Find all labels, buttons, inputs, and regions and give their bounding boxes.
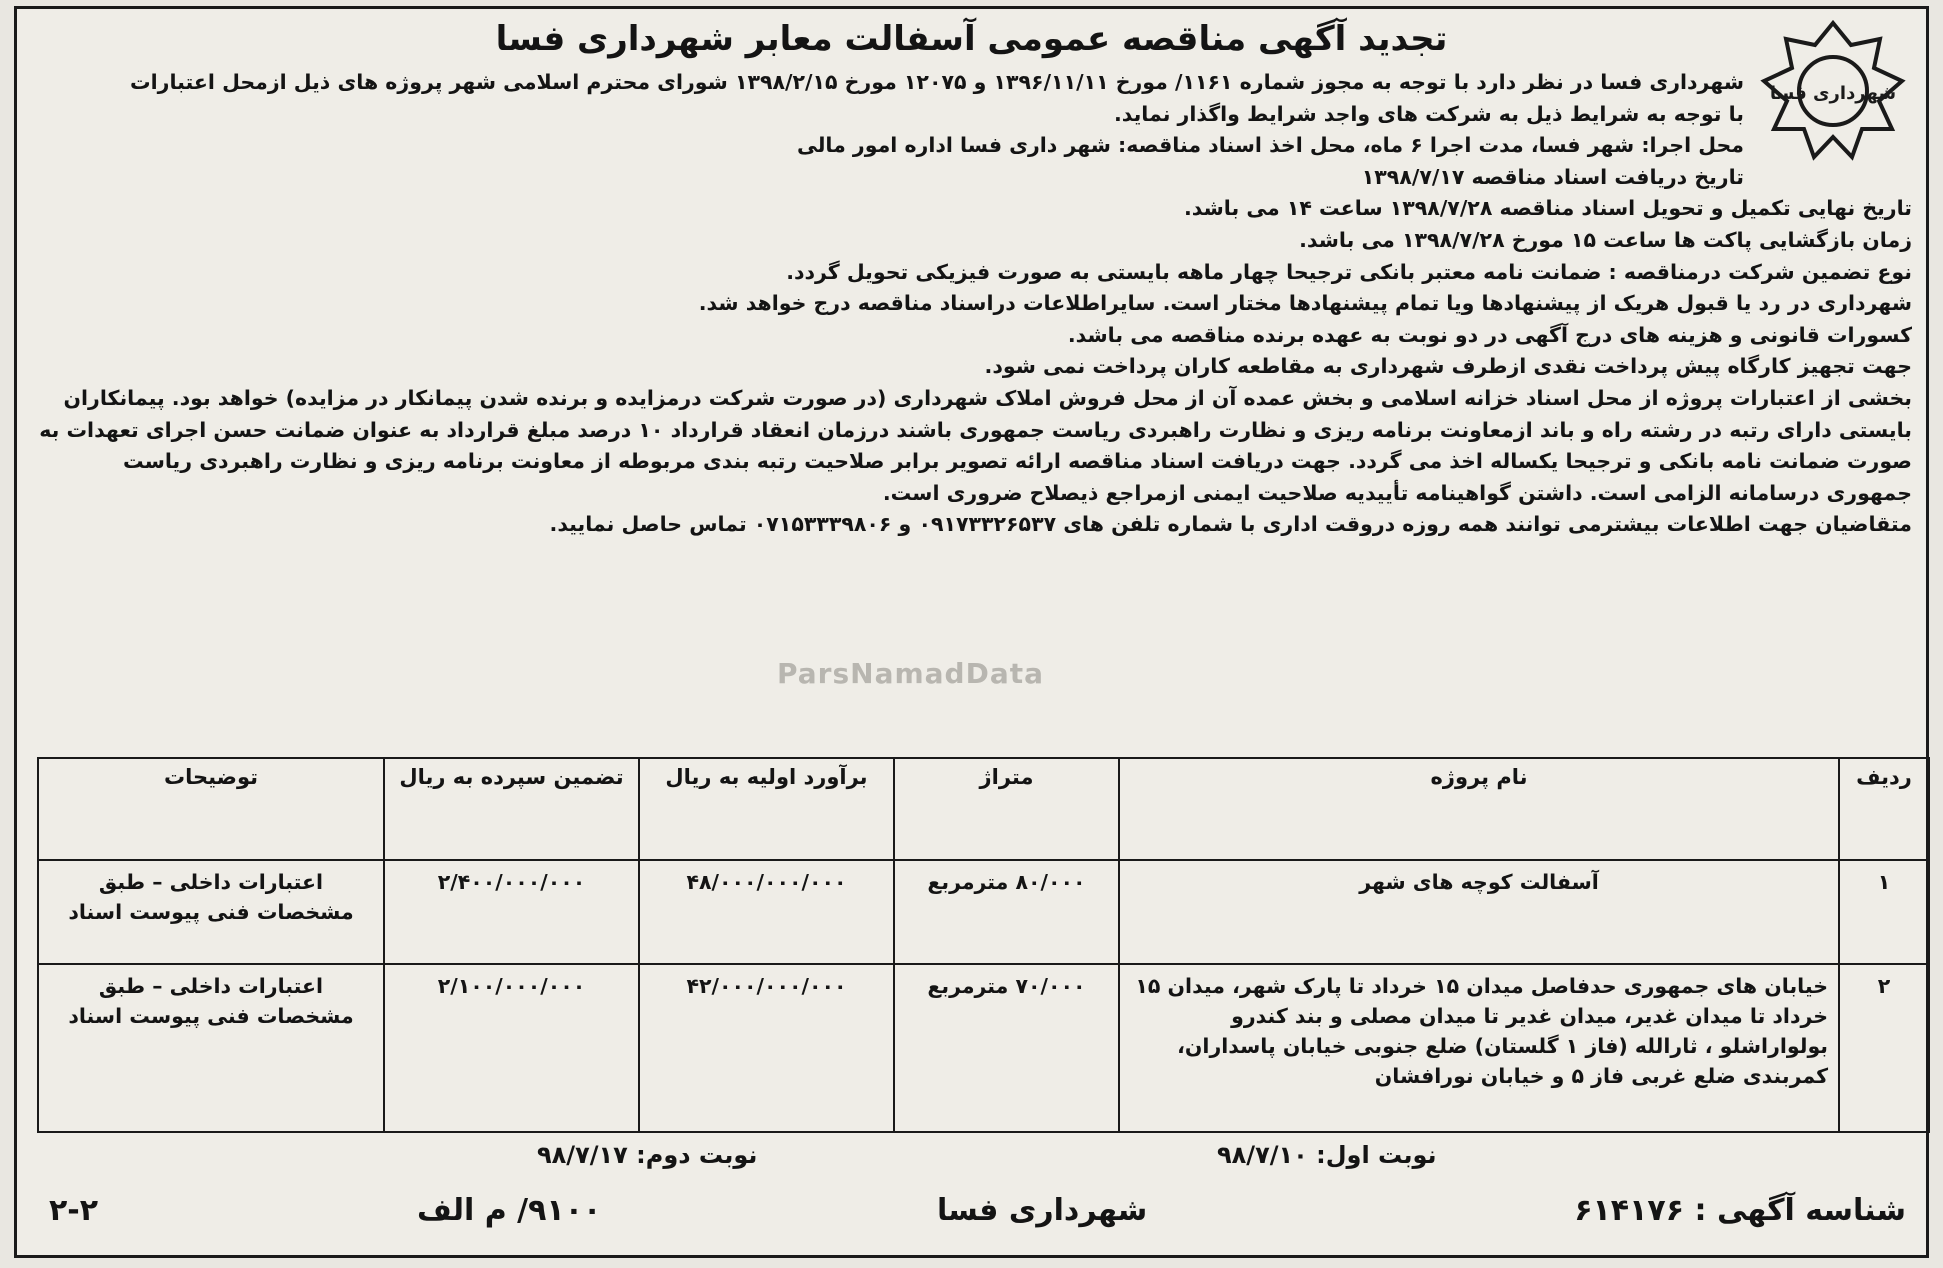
page-title: تجدید آگهی مناقصه عمومی آسفالت معابر شهرداری فسا	[495, 19, 1448, 59]
paragraph: با توجه به شرایط ذیل به شرکت های واجد شرایط واگذار نماید.	[1113, 101, 1744, 126]
paragraph: تاریخ نهایی تکمیل و تحویل اسناد مناقصه ۱۳۹۸/۷/۲۸ ساعت ۱۴ می باشد.	[1184, 196, 1912, 221]
table-header-row	[38, 758, 1929, 860]
watermark: ParsNamadData	[777, 657, 1044, 690]
paragraph: کسورات قانونی و هزینه های درج آگهی در دو نوبت به عهده برنده مناقصه می باشد.	[1067, 322, 1912, 347]
footer	[37, 1137, 1906, 1257]
paragraph: تاریخ دریافت اسناد مناقصه ۱۳۹۸/۷/۱۷	[1361, 164, 1744, 189]
paragraph: شهرداری فسا در نظر دارد با توجه به مجوز شماره ۱۱۶۱/ مورخ ۱۳۹۶/۱۱/۱۱ و ۱۲۰۷۵ مورخ ۱۳۹۸/۲/۱۵ شورای محترم اسلامی شهر پروژه های ذیل ازمحل اعتبارات	[130, 70, 1744, 94]
cell-estimate: ۴۸/۰۰۰/۰۰۰/۰۰۰	[639, 860, 894, 964]
announcement-body	[31, 67, 1912, 541]
header-deposit: تضمین سپرده به ریال	[384, 758, 639, 860]
cell-estimate: ۴۲/۰۰۰/۰۰۰/۰۰۰	[639, 964, 894, 1132]
ad-code: ۹۱۰۰/ م الف	[417, 1193, 602, 1228]
paragraph: بخشی از اعتبارات پروژه از محل اسناد خزانه اسلامی و بخش عمده آن از محل فروش املاک شهرداری (در صورت شرکت درمزایده و برنده شدن پیمانکار در مزایده) خواهد بود. پیمانکاران بایستی دارای رتبه در رشته راه و باند ازمعاونت برنامه ریزی و نظارت راهبردی ریاست جمهوری باشند درزمان انعقاد قرارداد ۱۰ درصد مبلغ قرارداد به عنوان ضمانت حسن اجرای تعهدات به صورت ضمانت نامه بانکی و ترجیحا یکساله اخذ می گردد. جهت دریافت اسناد مناقصه ارائه تصویر برابر صلاحیت رتبه بندی مربوطه از معاونت برنامه ریزی و نظارت راهبردی ریاست جمهوری درسامانه الزامی است. داشتن گواهینامه تأییدیه صلاحیت ایمنی ازمراجع ذیصلاح ضروری است.	[39, 385, 1912, 505]
header-project-name: نام پروژه	[1119, 758, 1839, 860]
issuer-name: شهرداری فسا	[937, 1193, 1148, 1228]
paragraph: جهت تجهیز کارگاه پیش پرداخت نقدی ازطرف شهرداری به مقاطعه کاران پرداخت نمی شود.	[984, 354, 1912, 379]
header-estimate: برآورد اولیه به ریال	[639, 758, 894, 860]
cell-notes: اعتبارات داخلی – طبق مشخصات فنی پیوست اسناد	[38, 964, 384, 1132]
cell-area: ۷۰/۰۰۰ مترمربع	[894, 964, 1119, 1132]
paragraph: زمان بازگشایی پاکت ها ساعت ۱۵ مورخ ۱۳۹۸/۷/۲۸ می باشد.	[1299, 227, 1912, 252]
table-row	[38, 860, 1929, 964]
projects-table	[37, 757, 1930, 1133]
paragraph: شهرداری در رد یا قبول هریک از پیشنهادها ویا تمام پیشنهادها مختار است. سایراطلاعات دراسناد مناقصه درج خواهد شد.	[698, 291, 1912, 316]
cell-row-number: ۲	[1839, 964, 1929, 1132]
cell-deposit: ۲/۱۰۰/۰۰۰/۰۰۰	[384, 964, 639, 1132]
table-row	[38, 964, 1929, 1132]
svg-text:شهرداری فسا: شهرداری فسا	[1769, 83, 1897, 104]
advertisement-page	[14, 6, 1929, 1258]
header-row-number: ردیف	[1839, 758, 1929, 860]
paragraph: متقاضیان جهت اطلاعات بیشترمی توانند همه روزه دروقت اداری با شماره تلفن های ۰۹۱۷۳۳۲۶۵۳۷ و ۰۷۱۵۳۳۳۹۸۰۶ تماس حاصل نمایید.	[549, 512, 1912, 537]
page-number: ۲-۲	[49, 1193, 99, 1228]
ad-id: شناسه آگهی : ۶۱۴۱۷۶	[1574, 1193, 1906, 1228]
second-round-date: نوبت دوم: ۹۸/۷/۱۷	[537, 1141, 758, 1169]
cell-notes: اعتبارات داخلی – طبق مشخصات فنی پیوست اسناد	[38, 860, 384, 964]
cell-project-name: آسفالت کوچه های شهر	[1119, 860, 1839, 964]
cell-deposit: ۲/۴۰۰/۰۰۰/۰۰۰	[384, 860, 639, 964]
paragraph: محل اجرا: شهر فسا، مدت اجرا ۶ ماه، محل اخذ اسناد مناقصه: شهر داری فسا اداره امور مالی	[796, 133, 1744, 158]
paragraph: نوع تضمین شرکت درمناقصه : ضمانت نامه معتبر بانکی ترجیحا چهار ماهه بایستی به صورت فیزیکی تحویل گردد.	[786, 259, 1912, 284]
cell-area: ۸۰/۰۰۰ مترمربع	[894, 860, 1119, 964]
cell-row-number: ۱	[1839, 860, 1929, 964]
header-notes: توضیحات	[38, 758, 384, 860]
first-round-date: نوبت اول: ۹۸/۷/۱۰	[1217, 1141, 1437, 1169]
header-area: متراژ	[894, 758, 1119, 860]
cell-project-name: خیابان های جمهوری حدفاصل میدان ۱۵ خرداد تا پارک شهر، میدان ۱۵ خرداد تا میدان غدیر، میدان غدیر تا میدان مصلی و بند کندرو بولواراشلو ، ثارالله (فاز ۱ گلستان) ضلع جنوبی خیابان پاسداران، کمربندی ضلع غربی فاز ۵ و خیابان نورافشان	[1119, 964, 1839, 1132]
